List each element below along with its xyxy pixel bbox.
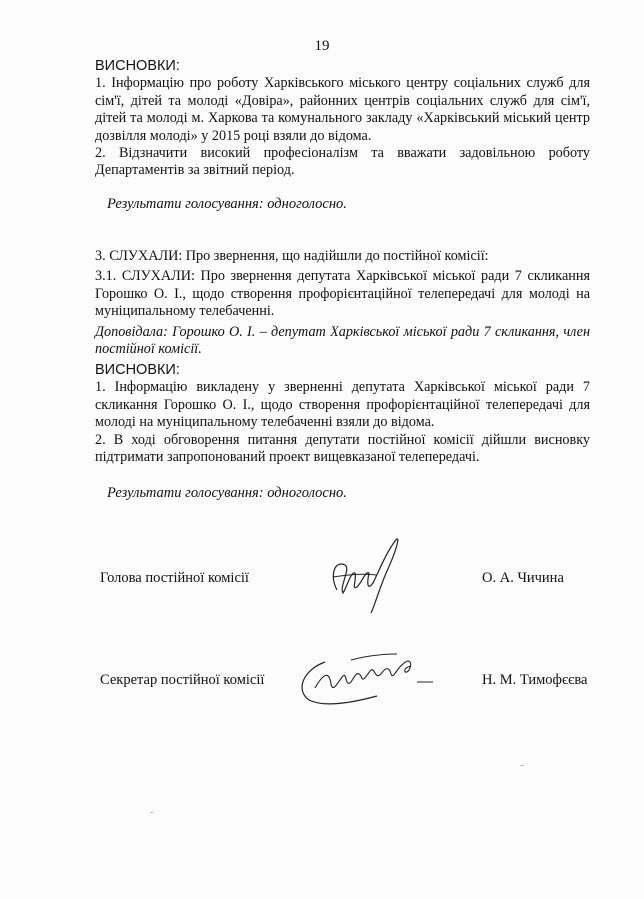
hearing-heading: 3. СЛУХАЛИ: Про звернення, що надійшли до постійної комісії: bbox=[95, 248, 489, 264]
scan-mark bbox=[520, 765, 524, 766]
handwritten-signature-chair bbox=[315, 535, 425, 615]
signature-title-secretary: Секретар постійної комісії bbox=[100, 672, 265, 688]
conclusion-item: 2. В ході обговорення питання депутати постійної комісії дійшли висновку підтримати запропонований проект вищевказаної телепередачі. bbox=[95, 431, 590, 466]
conclusion-item: 2. Відзначити високий професіоналізм та вважати задовільною роботу Департаментів за звітний період. bbox=[95, 145, 590, 179]
signature-title-chair: Голова постійної комісії bbox=[100, 570, 249, 586]
conclusions-section-1 bbox=[95, 58, 590, 180]
signature-name-chair: О. А. Чичина bbox=[482, 570, 564, 586]
vote-result: Результати голосування: одноголосно. bbox=[107, 485, 347, 501]
speaker-info: Доповідала: Горошко О. І. – депутат Харківської міської ради 7 скликання, член постійної комісії. bbox=[95, 323, 590, 358]
conclusion-item: 1. Інформацію викладену у зверненні депутата Харківської міської ради 7 скликання Горошко О. І., щодо створення профорієнтаційної телепередачі для молоді на муніципальному телебаченні взяли до відома. bbox=[95, 379, 590, 431]
handwritten-signature-secretary bbox=[285, 640, 445, 715]
conclusions-heading: ВИСНОВКИ: bbox=[95, 362, 180, 378]
hearing-subitem: 3.1. СЛУХАЛИ: Про звернення депутата Харківської міської ради 7 скликання Горошко О. І., щодо створення профорієнтаційної телепередачі для молоді на муніципальному телебаченні. bbox=[95, 268, 590, 320]
conclusion-item: 1. Інформацію про роботу Харківського міського центру соціальних служб для сім'ї, дітей та молоді «Довіра», районних центрів соціальних служб для сім'ї, дітей та молоді м. Харкова та комунального закладу «Харківський міський центр дозвілля молоді» у 2015 році взяли до відома. bbox=[95, 75, 590, 144]
conclusions-section-2 bbox=[95, 362, 590, 466]
conclusions-heading: ВИСНОВКИ: bbox=[95, 58, 180, 74]
scan-mark bbox=[150, 812, 153, 813]
vote-result: Результати голосування: одноголосно. bbox=[107, 196, 347, 212]
hearing-section bbox=[95, 248, 590, 358]
page-number: 19 bbox=[314, 38, 330, 54]
signature-name-secretary: Н. М. Тимофєєва bbox=[482, 672, 588, 688]
